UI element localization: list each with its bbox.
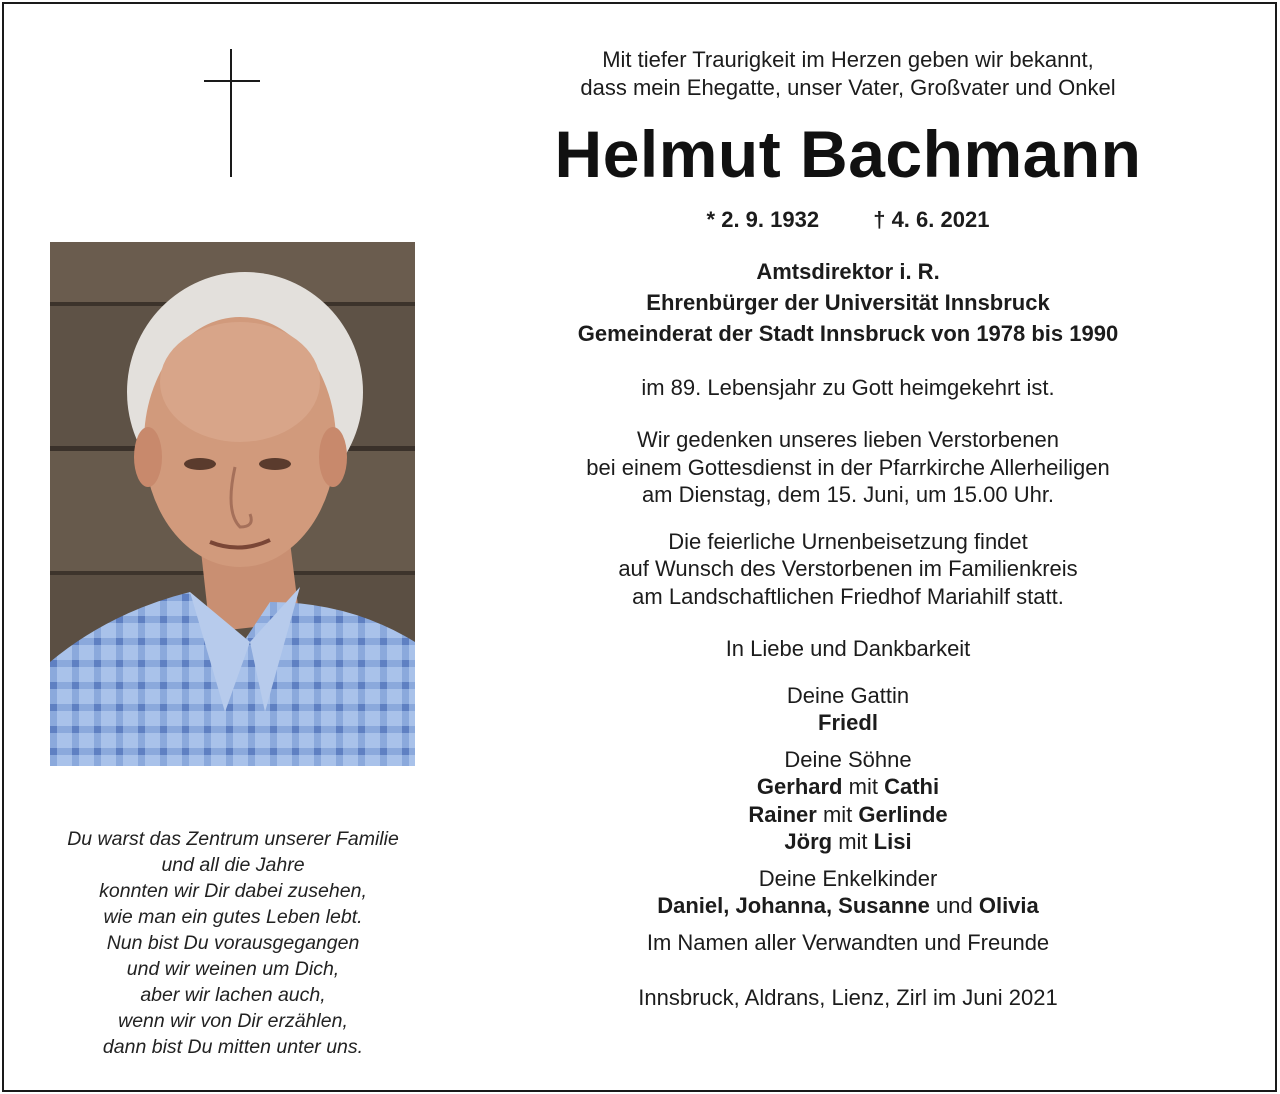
wife-name: Friedl <box>818 710 878 735</box>
grandchildren-names <box>510 892 1186 920</box>
life-dates <box>510 206 1186 234</box>
partner-name: Cathi <box>884 774 940 799</box>
service-line: Wir gedenken unseres lieben Verstorbenen <box>637 427 1059 452</box>
intro-line: Mit tiefer Traurigkeit im Herzen geben wir bekannt, <box>602 47 1094 72</box>
burial-line: Die feierliche Urnenbeisetzung findet <box>668 528 1028 554</box>
grandchildren-label: Deine Enkelkinder <box>758 865 938 891</box>
title-line: Amtsdirektor i. R. <box>756 258 940 284</box>
intro-line: dass mein Ehegatte, unser Vater, Großvater und Onkel <box>580 74 1116 100</box>
title-line: Gemeinderat der Stadt Innsbruck von 1978 bis 1990 <box>577 320 1119 346</box>
grandchildren-block <box>510 865 1186 920</box>
poem-line: und all die Jahre <box>161 854 305 876</box>
poem-line: Nun bist Du vorausgegangen <box>106 932 360 954</box>
service-block <box>510 426 1186 509</box>
cross-icon <box>204 49 260 177</box>
titles-block <box>510 256 1186 349</box>
son-line <box>510 801 1186 829</box>
son-name: Gerhard <box>756 774 843 799</box>
poem-line: und wir weinen um Dich, <box>126 958 340 980</box>
poem-line: dann bist Du mitten unter uns. <box>102 1036 364 1058</box>
service-line: bei einem Gottesdienst in der Pfarrkirche Allerheiligen <box>586 454 1110 480</box>
birth-date: * 2. 9. 1932 <box>706 207 820 232</box>
wife-block <box>510 682 1186 737</box>
grandchildren-part1: Daniel, Johanna, Susanne <box>657 893 930 918</box>
wife-label: Deine Gattin <box>786 682 910 708</box>
service-line: am Dienstag, dem 15. Juni, um 15.00 Uhr. <box>641 482 1055 507</box>
poem-line: wie man ein gutes Leben lebt. <box>103 906 363 928</box>
son-line <box>510 773 1186 801</box>
son-name: Jörg <box>784 829 833 854</box>
announcement-text <box>510 46 1186 1012</box>
death-date: † 4. 6. 2021 <box>873 207 990 232</box>
portrait-photo <box>50 242 415 766</box>
partner-name: Gerlinde <box>858 801 948 827</box>
partner-name: Lisi <box>873 829 912 854</box>
sons-block <box>510 746 1186 856</box>
deceased-name: Helmut Bachmann <box>554 117 1142 191</box>
obituary-frame <box>2 2 1277 1092</box>
burial-line: am Landschaftlichen Friedhof Mariahilf statt. <box>632 583 1064 609</box>
sons-label: Deine Söhne <box>784 746 912 772</box>
burial-block <box>510 528 1186 611</box>
and-word: und <box>936 893 973 918</box>
burial-line: auf Wunsch des Verstorbenen im Familienkreis <box>618 556 1078 581</box>
poem-line: aber wir lachen auch, <box>140 984 326 1006</box>
love-line: In Liebe und Dankbarkeit <box>725 636 971 661</box>
connector-word: mit <box>838 829 868 854</box>
relatives-line: Im Namen aller Verwandten und Freunde <box>646 929 1050 955</box>
place-date: Innsbruck, Aldrans, Lienz, Zirl im Juni 2021 <box>638 985 1058 1010</box>
poem-line: konnten wir Dir dabei zusehen, <box>99 880 367 902</box>
memorial-poem <box>34 826 432 1060</box>
title-line: Ehrenbürger der Universität Innsbruck <box>646 289 1050 315</box>
age-line: im 89. Lebensjahr zu Gott heimgekehrt ist. <box>641 374 1055 400</box>
grandchildren-part2: Olivia <box>978 893 1039 918</box>
son-line <box>510 828 1186 856</box>
connector-word: mit <box>822 801 853 827</box>
poem-line: wenn wir von Dir erzählen, <box>118 1010 348 1032</box>
son-name: Rainer <box>748 801 817 827</box>
poem-line: Du warst das Zentrum unserer Familie <box>67 828 399 850</box>
connector-word: mit <box>848 774 878 799</box>
